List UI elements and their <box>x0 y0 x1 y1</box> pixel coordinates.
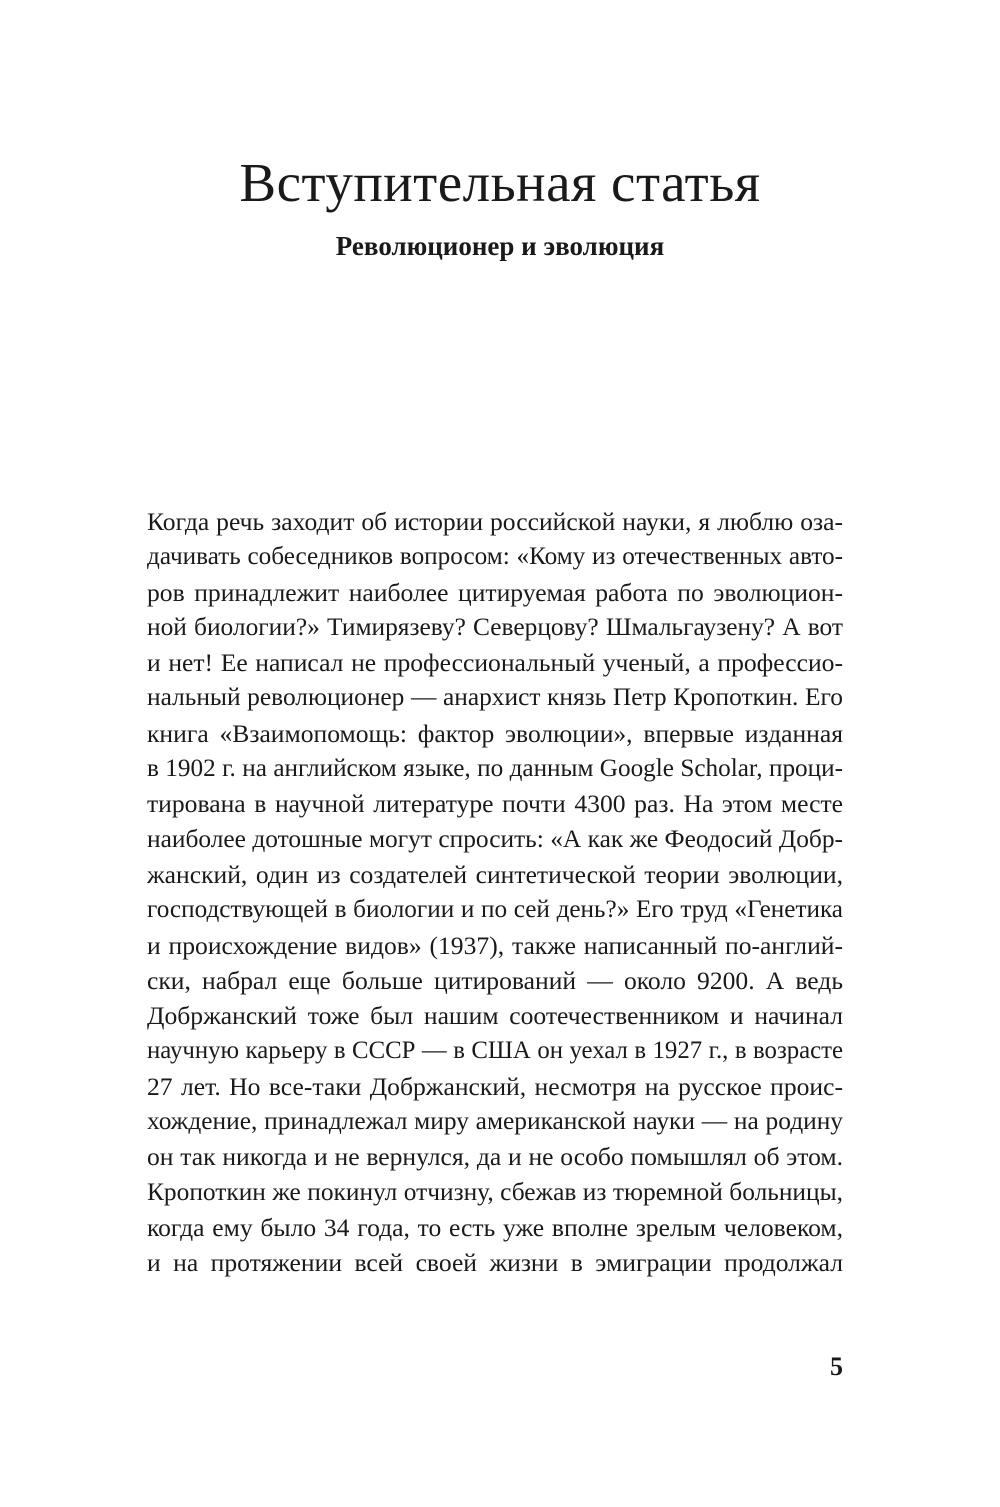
body-line: Добржанский тоже был нашим соотечественником и начинал <box>147 1001 843 1031</box>
body-line: и нет! Ее написал не профессиональный ученый, а профессио- <box>147 648 843 678</box>
body-line: ной биологии?» Тимирязеву? Северцову? Шмальгаузену? А вот <box>147 612 843 641</box>
body-line: дачивать собеседников вопросом: «Кому из отечественных авто- <box>147 543 843 571</box>
body-line: нальный революционер — анархист князь Петр Кропоткин. Его <box>147 683 843 712</box>
body-line: 27 лет. Но все-таки Добржанский, несмотря на русское проис- <box>147 1071 843 1101</box>
body-line: хождение, принадлежал миру американской науки — на родину <box>147 1107 843 1136</box>
body-line: ски, набрал еще больше цитирований — около 9200. А ведь <box>147 965 843 995</box>
page-subtitle: Революционер и эволюция <box>335 231 665 261</box>
page-number: 5 <box>830 1352 843 1381</box>
body-line: господствующей в биологии и по сей день?» Его труд «Генетика <box>147 896 843 924</box>
body-line: Когда речь заходит об истории российской науки, я люблю оза- <box>147 507 843 536</box>
body-line: он так никогда и не вернулся, да и не особо помышлял об этом. <box>147 1142 843 1172</box>
body-line: и на протяжении всей своей жизни в эмиграции продолжал <box>147 1248 843 1278</box>
body-line: и происхождение видов» (1937), также написанный по-англий- <box>147 930 843 960</box>
page-title: Вступительная статья <box>239 152 761 213</box>
body-line: когда ему было 34 года, то есть уже вполне зрелым человеком, <box>147 1212 843 1242</box>
body-text <box>147 504 843 1281</box>
body-line: ров принадлежит наиболее цитируемая работа по эволюцион- <box>147 577 843 607</box>
body-line: в 1902 г. на английском языке, по данным Google Scholar, проци- <box>147 755 843 783</box>
body-line: Кропоткин же покинул отчизну, сбежав из тюремной больницы, <box>147 1177 843 1206</box>
body-line: научную карьеру в СССР — в США он уехал в 1927 г., в возрасте <box>147 1037 843 1065</box>
body-line: жанский, один из создателей синтетической теории эволюции, <box>147 859 843 889</box>
body-line: наиболее дотошные могут спросить: «А как же Феодосий Добр- <box>147 824 843 853</box>
body-line: тирована в научной литературе почти 4300 раз. На этом месте <box>147 789 843 819</box>
body-line: книга «Взаимопомощь: фактор эволюции», впервые изданная <box>147 718 843 748</box>
